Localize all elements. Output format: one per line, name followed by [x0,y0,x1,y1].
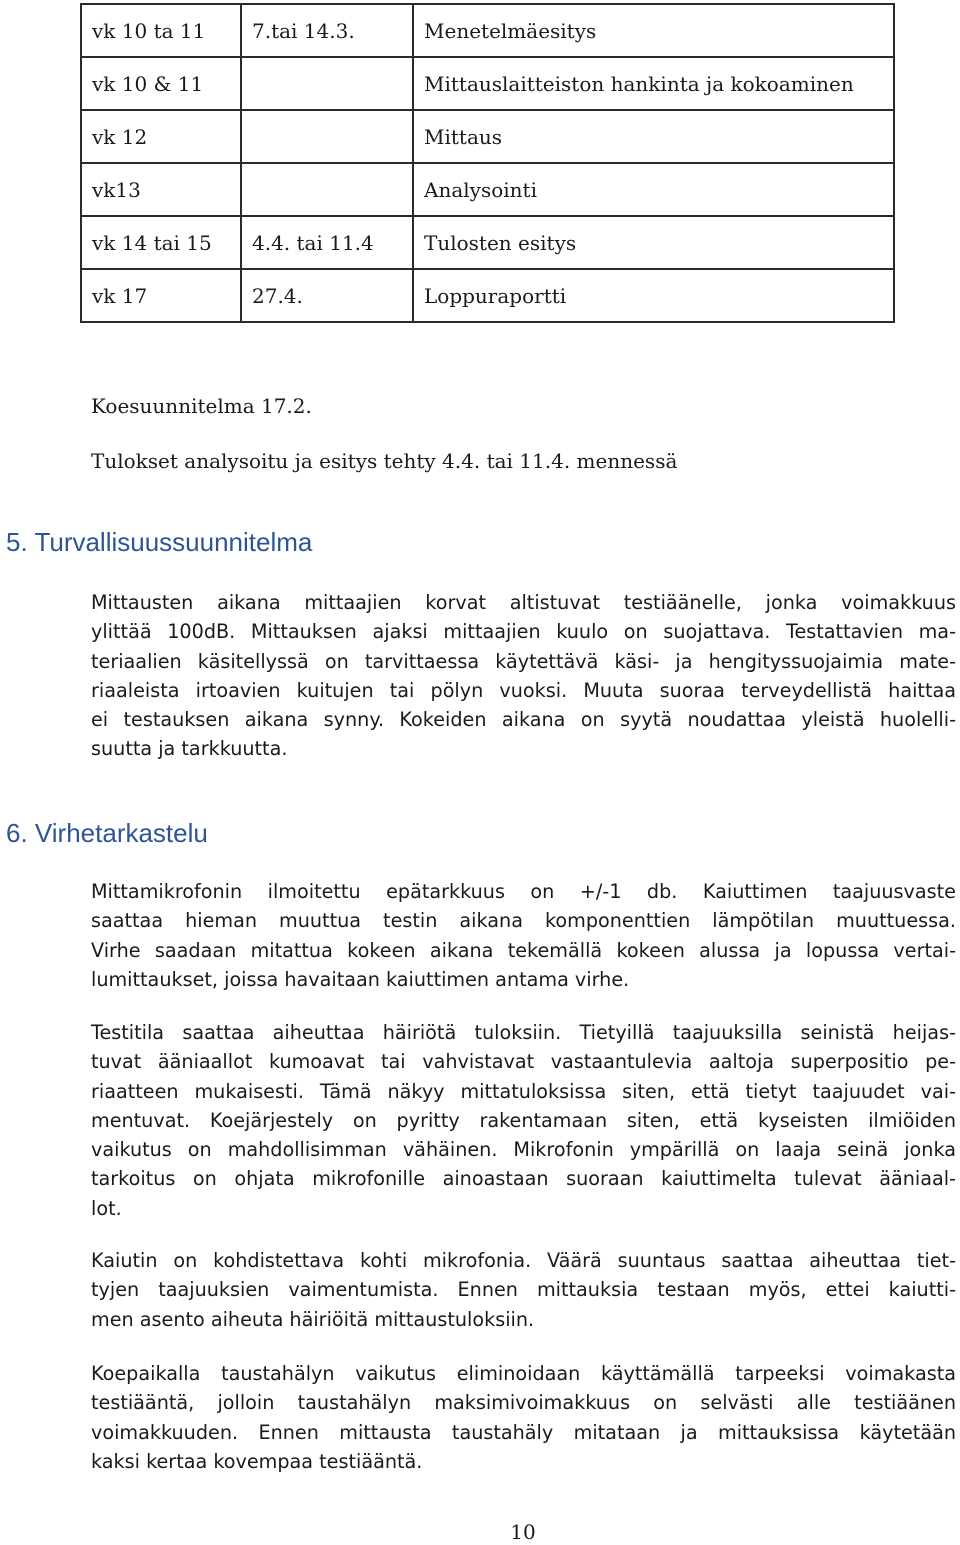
table-row [81,269,894,322]
text-line: testiääntä, jolloin taustahälyn maksimivoimakkuus on selvästi alle testiäänen [91,1391,956,1415]
schedule-table [80,3,895,323]
table-row [81,4,894,57]
table-cell-week: vk 10 ta 11 [81,4,241,57]
table-row [81,163,894,216]
text-line: Mittausten aikana mittaajien korvat altistuvat testiäänelle, jonka voimakkuus [91,591,956,614]
text-line: Koepaikalla taustahälyn vaikutus eliminoidaan käyttämällä tarpeeksi voimakasta [91,1362,956,1385]
table-cell-date [241,110,413,163]
error-paragraph-3 [91,1246,956,1334]
table-row [81,216,894,269]
table-cell-week: vk 17 [81,269,241,322]
text-line: Testitila saattaa aiheuttaa häiriötä tuloksiin. Tietyillä taajuuksilla seinistä heijas- [91,1021,956,1044]
table-cell-week: vk13 [81,163,241,216]
text-line: mentuvat. Koejärjestely on pyritty rakentamaan siten, että kyseisten ilmiöiden [91,1108,956,1132]
text-line: tyjen taajuuksien vaimentumista. Ennen mittauksia testaan myös, ettei kaiutti- [91,1278,956,1302]
text-line: kaksi kertaa kovempaa testiääntä. [91,1449,423,1473]
table-cell-task: Loppuraportti [413,269,894,322]
text-line: Kaiutin on kohdistettava kohti mikrofonia. Väärä suuntaus saattaa aiheuttaa tiet- [91,1249,956,1272]
table-cell-date: 27.4. [241,269,413,322]
text-line: riaatteen mukaisesti. Tämä näkyy mittatuloksissa siten, että tietyt taajuudet vai- [91,1079,956,1103]
text-line: Virhe saadaan mitattua kokeen aikana tekemällä kokeen alussa ja lopussa vertai- [91,938,956,962]
text-line: vaikutus on mahdollisimman vähäinen. Mikrofonin ympärillä on laaja seinä jonka [91,1138,956,1162]
table-cell-task: Analysointi [413,163,894,216]
text-line: tarkoitus on ohjata mikrofonille ainoastaan suoraan kaiuttimelta tulevat ääniaal- [91,1167,956,1191]
safety-paragraph [91,588,956,764]
text-line: lot. [91,1196,122,1220]
results-note: Tulokset analysoitu ja esitys tehty 4.4. tai 11.4. mennessä [91,449,678,473]
table-cell-task: Menetelmäesitys [413,4,894,57]
text-line: tuvat ääniaallot kumoavat tai vahvistavat vastaantulevia aaltoja superpositio pe- [91,1050,956,1074]
koesuunnitelma-note: Koesuunnitelma 17.2. [91,394,312,418]
error-paragraph-1 [91,877,956,994]
section-5-heading: 5. Turvallisuussuunnitelma [6,527,313,557]
error-paragraph-4 [91,1359,956,1476]
text-line: lumittaukset, joissa havaitaan kaiuttimen antama virhe. [91,967,630,991]
table-cell-week: vk 12 [81,110,241,163]
text-line: voimakkuuden. Ennen mittausta taustahäly mitataan ja mittauksissa käytetään [91,1420,956,1444]
table-cell-task: Mittaus [413,110,894,163]
text-line: suutta ja tarkkuutta. [91,737,288,761]
table-row [81,57,894,110]
table-cell-date [241,57,413,110]
page-number: 10 [510,1520,536,1544]
table-cell-date: 7.tai 14.3. [241,4,413,57]
text-line: saattaa hieman muuttua testin aikana komponenttien lämpötilan muuttuessa. [91,909,956,933]
table-cell-week: vk 14 tai 15 [81,216,241,269]
table-cell-task: Tulosten esitys [413,216,894,269]
text-line: Mittamikrofonin ilmoitettu epätarkkuus on +/-1 db. Kaiuttimen taajuusvaste [91,880,956,903]
text-line: riaaleista irtoavien kuitujen tai pölyn vuoksi. Muuta suoraa terveydellistä haittaa [91,678,956,702]
section-6-heading: 6. Virhetarkastelu [6,818,208,848]
text-line: ei testauksen aikana synny. Kokeiden aikana on syytä noudattaa yleistä huolelli- [91,708,956,732]
table-row [81,110,894,163]
text-line: teriaalien käsitellyssä on tarvittaessa käytettävä käsi- ja hengityssuojaimia mate- [91,649,956,673]
table-cell-date: 4.4. tai 11.4 [241,216,413,269]
table-cell-date [241,163,413,216]
error-paragraph-2 [91,1018,956,1223]
table-cell-week: vk 10 & 11 [81,57,241,110]
text-line: men asento aiheuta häiriöitä mittaustuloksiin. [91,1307,535,1331]
text-line: ylittää 100dB. Mittauksen ajaksi mittaajien kuulo on suojattava. Testattavien ma- [91,620,956,644]
table-cell-task: Mittauslaitteiston hankinta ja kokoaminen [413,57,894,110]
